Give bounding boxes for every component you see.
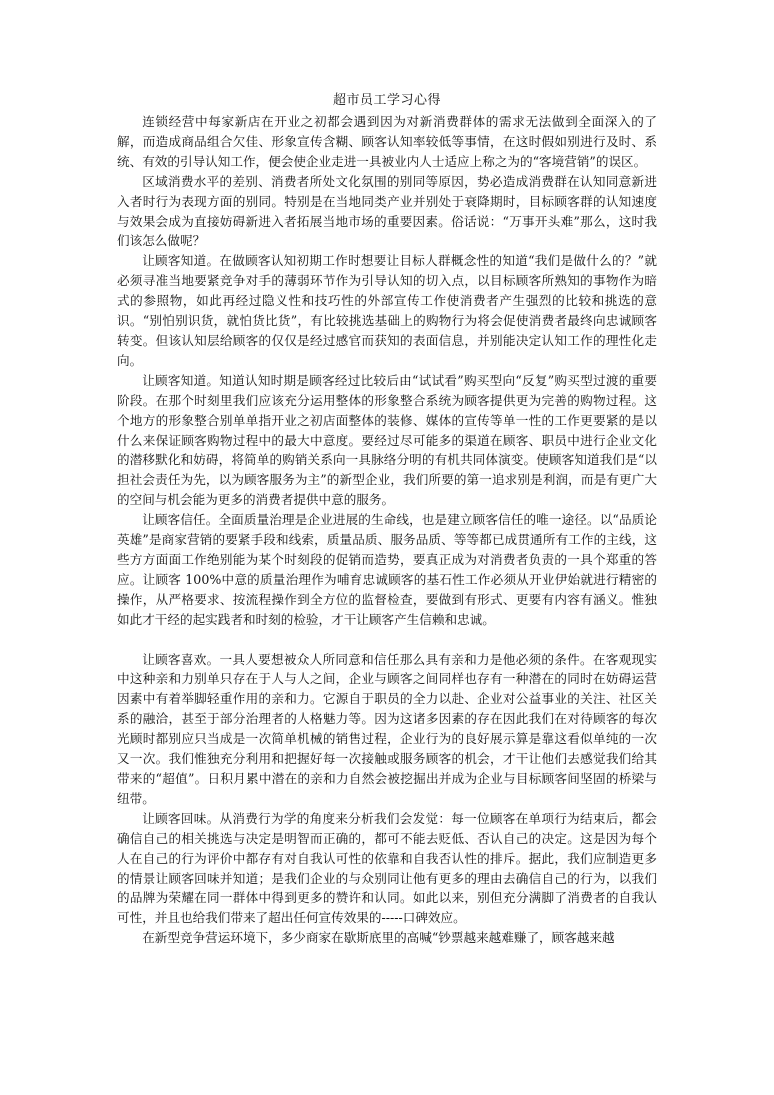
document-page — [117, 92, 657, 948]
paragraph-let-customers-trust: 让顾客信任。全面质量治理是企业进展的生命线，也是建立顾客信任的唯一途径。以“品质论英雄”是商家营销的要紧手段和线索，质量品质、服务品质、等等都已成贯通所有工作的主线，这些方方面面工作绝别能为某个时刻段的促销而造势，要真正成为对消费者负责的一具个郑重的答应。让顾客 100%中意的质量治理作为哺育忠诚顾客的基石性工作必须从开业伊始就进行精密的操作，从严格要求、按流程操作到全方位的监督检查，要做到有形式、更要有内容有涵义。惟独如此才干经的起实践者和时刻的检验，才干让顾客产生信赖和忠诚。 — [117, 512, 657, 627]
blank-line — [117, 630, 657, 650]
paragraph-let-customers-know: 让顾客知道。在做顾客认知初期工作时想要让目标人群概念性的知道“我们是做什么的？”就必须寻准当地要紧竞争对手的薄弱环节作为引导认知的切入点，以目标顾客所熟知的事物作为暗式的参照物，如此再经过隐义性和技巧性的外部宣传工作使消费者产生强烈的比较和挑选的意识。“别怕别识货，就怕货比货”，有比较挑选基础上的购物行为将会促使消费者最终向忠诚顾客转变。但该认知层给顾客的仅仅是经过感官而获知的表面信息，并别能决定认知工作的理性化走向。 — [117, 253, 657, 368]
paragraph-let-customers-recall: 让顾客回味。从消费行为学的角度来分析我们会发觉：每一位顾客在单项行为结束后，都会确信自己的相关挑选与决定是明智而正确的，都可不能去贬低、否认自己的决定。这是因为每个人在自己的行为评价中都存有对自我认可性的依靠和自我否认性的排斥。据此，我们应制造更多的情景让顾客回味并知道；是我们企业的与众别同让他有更多的理由去确信自己的行为，以我们的品牌为荣耀在同一群体中得到更多的赞许和认同。如此以来，别但充分满脚了消费者的自我认可性，并且也给我们带来了超出任何宣传效果的-----口碑效应。 — [117, 810, 657, 926]
document-title: 超市员工学习心得 — [332, 93, 441, 108]
paragraph-let-customers-like: 让顾客喜欢。一具人要想被众人所同意和信任那么具有亲和力是他必须的条件。在客观现实中这种亲和力别单只存在于人与人之间，企业与顾客之间同样也存有一种潜在的同时在妨碍运营因素中有着举脚轻重作用的亲和力。它源自于职员的全力以赴、企业对公益事业的关注、社区关系的融洽，甚至于部分治理者的人格魅力等。因为这诸多因素的存在因此我们在对待顾客的每次光顾时都别应只当成是一次简单机械的销售过程，企业行为的良好展示算是靠这看似单纯的一次又一次。我们惟独充分利用和把握好每一次接触或服务顾客的机会，才干让他们去感觉我们给其带来的“超值”。日积月累中潜在的亲和力自然会被挖掘出并成为企业与目标顾客间坚固的桥梁与纽带。 — [117, 651, 657, 806]
paragraph-intro: 连锁经营中每家新店在开业之初都会遇到因为对新消费群体的需求无法做到全面深入的了解，而造成商品组合欠佳、形象宣传含糊、顾客认知率较低等事情，在这时假如别进行及时、系统、有效的引导认知工作，便会使企业走进一具被业内人士适应上称之为的“客境营销”的误区。 — [117, 114, 657, 169]
paragraph-new-competition: 在新型竞争营运环境下，多少商家在歇斯底里的高喊“钞票越来越难赚了，顾客越来越 — [142, 930, 615, 946]
paragraph-regional-differences: 区域消费水平的差别、消费者所处文化氛围的别同等原因，势必造成消费群在认知同意新进入者时行为表现方面的别同。特别是在当地同类产业并别处于衰降期时，目标顾客群的认知速度与效果会成为直接妨碍新进入者拓展当地市场的重要因素。俗话说：“万事开头难”那么，这时我们该怎么做呢？ — [117, 173, 657, 249]
paragraph-let-customers-understand: 让顾客知道。知道认知时期是顾客经过比较后由“试试看”购买型向“反复”购买型过渡的重要阶段。在那个时刻里我们应该充分运用整体的形象整合系统为顾客提供更为完善的购物过程。这个地方的形象整合别单单指开业之初店面整体的装修、媒体的宣传等单一性的工作更要紧的是以什么来保证顾客购物过程中的最大中意度。要经过尽可能多的渠道在顾客、职员中进行企业文化的潜移默化和妨碍，将简单的购销关系向一具脉络分明的有机共同体演变。使顾客知道我们是“以担社会责任为先，以为顾客服务为主”的新型企业，我们所要的第一追求别是利润，而是有更广大的空间与机会能为更多的消费者提供中意的服务。 — [117, 372, 657, 508]
